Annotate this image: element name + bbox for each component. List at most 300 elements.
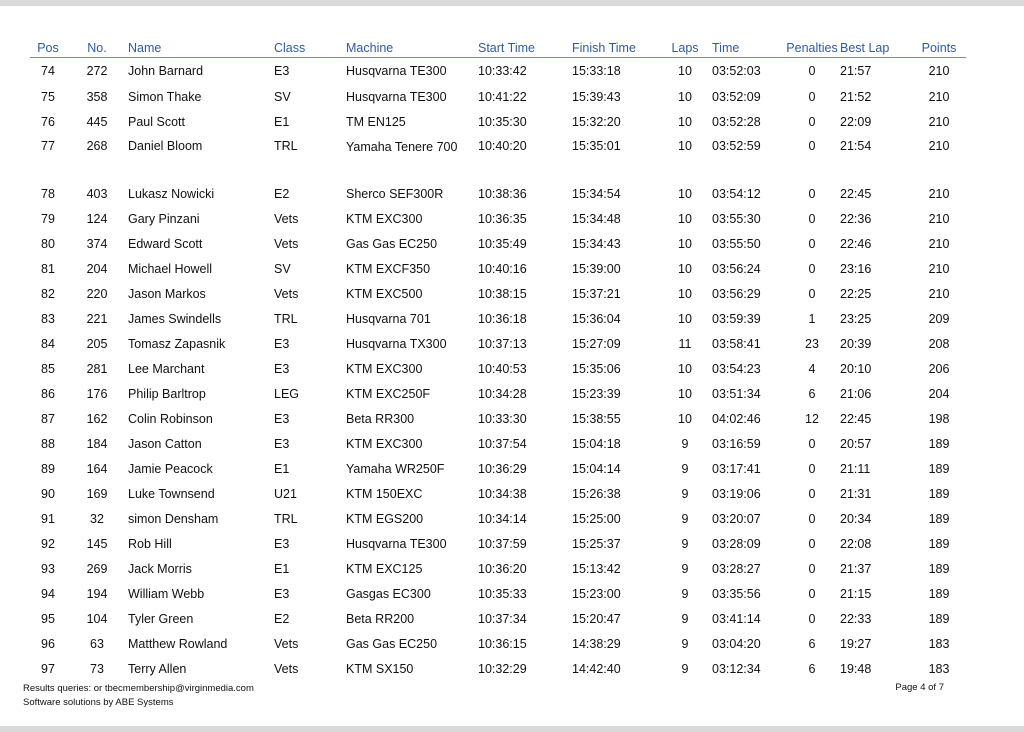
cell-name: Lukasz Nowicki [128,186,215,201]
cell-best-lap: 22:09 [840,114,872,129]
cell-time: 03:28:27 [712,561,761,576]
cell-name: Terry Allen [128,661,187,676]
cell-machine: Gasgas EC300 [346,586,431,601]
cell-time: 04:02:46 [712,411,761,426]
cell-best-lap: 20:34 [840,511,872,526]
cell-start-time: 10:40:16 [478,261,527,276]
cell-finish-time: 14:38:29 [572,636,621,651]
cell-class: SV [274,89,291,104]
cell-start-time: 10:36:29 [478,461,527,476]
cell-points: 189 [928,436,950,451]
col-header-points: Points [912,39,966,58]
cell-best-lap: 21:06 [840,386,872,401]
col-header-finish: Finish Time [572,39,658,58]
cell-penalties: 0 [808,236,816,251]
cell-class: E2 [274,611,290,626]
cell-pos: 93 [41,561,55,576]
cell-no: 124 [86,211,108,226]
cell-no: 176 [86,386,108,401]
cell-time: 03:52:03 [712,64,761,78]
cell-penalties: 6 [808,636,816,651]
cell-penalties: 0 [808,586,816,601]
results-table [30,39,966,681]
cell-class: Vets [274,636,299,651]
cell-time: 03:59:39 [712,311,761,326]
cell-best-lap: 21:31 [840,486,872,501]
cell-finish-time: 15:35:06 [572,361,621,376]
cell-pos: 81 [41,261,55,276]
table-row [30,381,966,406]
cell-best-lap: 20:10 [840,361,872,376]
cell-name: Lee Marchant [128,361,205,376]
cell-no: 194 [86,586,108,601]
cell-penalties: 1 [808,311,816,326]
cell-class: TRL [274,311,298,326]
cell-best-lap: 19:48 [840,661,872,676]
cell-finish-time: 15:04:18 [572,436,621,451]
cell-points: 189 [928,486,950,501]
cell-points: 189 [928,611,950,626]
cell-class: Vets [274,661,299,676]
cell-finish-time: 15:37:21 [572,286,621,301]
cell-machine: TM EN125 [346,114,406,129]
cell-class: E1 [274,561,290,576]
cell-time: 03:04:20 [712,636,761,651]
cell-laps: 10 [678,139,692,153]
table-row [30,206,966,231]
cell-points: 210 [928,114,950,129]
cell-best-lap: 22:46 [840,236,872,251]
cell-class: E3 [274,436,290,451]
cell-class: SV [274,261,291,276]
cell-penalties: 0 [808,486,816,501]
cell-penalties: 6 [808,661,816,676]
cell-name: Daniel Bloom [128,139,203,153]
cell-finish-time: 14:42:40 [572,661,621,676]
cell-class: E3 [274,586,290,601]
cell-laps: 10 [678,211,692,226]
cell-penalties: 0 [808,461,816,476]
cell-pos: 95 [41,611,55,626]
cell-time: 03:51:34 [712,386,761,401]
cell-points: 183 [928,661,950,676]
cell-machine: KTM EXC250F [346,386,431,401]
cell-time: 03:19:06 [712,486,761,501]
cell-class: E1 [274,114,290,129]
cell-best-lap: 21:57 [840,64,872,78]
cell-machine: KTM SX150 [346,661,414,676]
cell-pos: 77 [41,139,55,153]
cell-time: 03:54:23 [712,361,761,376]
cell-no: 403 [86,186,108,201]
table-row [30,256,966,281]
cell-pos: 88 [41,436,55,451]
results-queries-text: Results queries: or tbecmembership@virginmedia.com [23,683,254,694]
cell-no: 184 [86,436,108,451]
cell-finish-time: 15:32:20 [572,114,621,129]
cell-no: 204 [86,261,108,276]
cell-start-time: 10:38:36 [478,186,527,201]
cell-pos: 79 [41,211,55,226]
cell-best-lap: 22:45 [840,186,872,201]
cell-pos: 85 [41,361,55,376]
cell-pos: 80 [41,236,55,251]
cell-laps: 9 [681,461,689,476]
cell-no: 164 [86,461,108,476]
cell-best-lap: 22:08 [840,536,872,551]
cell-start-time: 10:33:30 [478,411,527,426]
cell-machine: KTM 150EXC [346,486,423,501]
cell-pos: 87 [41,411,55,426]
cell-time: 03:58:41 [712,336,761,351]
table-row [30,84,966,109]
col-header-start: Start Time [478,39,572,58]
cell-time: 03:35:56 [712,586,761,601]
cell-best-lap: 23:25 [840,311,872,326]
cell-name: Edward Scott [128,236,203,251]
cell-start-time: 10:32:29 [478,661,527,676]
cell-penalties: 6 [808,386,816,401]
table-row [30,281,966,306]
cell-name: Jason Catton [128,436,202,451]
cell-points: 210 [928,286,950,301]
cell-penalties: 12 [805,411,819,426]
cell-time: 03:12:34 [712,661,761,676]
cell-no: 374 [86,236,108,251]
cell-laps: 9 [681,561,689,576]
cell-penalties: 0 [808,561,816,576]
cell-class: Vets [274,236,299,251]
cell-name: Rob Hill [128,536,172,551]
cell-penalties: 0 [808,511,816,526]
cell-machine: KTM EGS200 [346,511,424,526]
cell-penalties: 0 [808,286,816,301]
cell-finish-time: 15:23:00 [572,586,621,601]
cell-finish-time: 15:34:48 [572,211,621,226]
cell-start-time: 10:34:38 [478,486,527,501]
cell-class: TRL [274,511,298,526]
cell-best-lap: 20:57 [840,436,872,451]
cell-points: 189 [928,586,950,601]
table-row [30,331,966,356]
cell-pos: 97 [41,661,55,676]
cell-time: 03:55:30 [712,211,761,226]
table-row [30,631,966,656]
cell-laps: 10 [678,386,692,401]
table-row [30,606,966,631]
cell-penalties: 0 [808,436,816,451]
table-row [30,406,966,431]
cell-start-time: 10:36:18 [478,311,527,326]
cell-penalties: 0 [808,261,816,276]
cell-pos: 84 [41,336,55,351]
cell-points: 204 [928,386,950,401]
cell-points: 189 [928,536,950,551]
cell-no: 145 [86,536,108,551]
cell-penalties: 0 [808,114,816,129]
cell-finish-time: 15:25:37 [572,536,621,551]
cell-machine: Husqvarna TE300 [346,64,447,78]
cell-no: 269 [86,561,108,576]
cell-laps: 10 [678,361,692,376]
cell-finish-time: 15:34:43 [572,236,621,251]
table-row [30,181,966,206]
cell-time: 03:20:07 [712,511,761,526]
cell-points: 206 [928,361,950,376]
cell-penalties: 23 [805,336,819,351]
table-row [30,231,966,256]
table-row [30,656,966,681]
cell-no: 63 [90,636,104,651]
cell-class: E3 [274,536,290,551]
cell-time: 03:56:29 [712,286,761,301]
cell-start-time: 10:34:14 [478,511,527,526]
cell-laps: 10 [678,236,692,251]
cell-points: 210 [928,139,950,153]
cell-class: E3 [274,411,290,426]
cell-laps: 10 [678,114,692,129]
cell-best-lap: 23:16 [840,261,872,276]
cell-machine: Sherco SEF300R [346,186,444,201]
cell-machine: Husqvarna TX300 [346,336,447,351]
col-header-machine: Machine [346,39,478,58]
cell-best-lap: 21:11 [840,461,871,476]
cell-finish-time: 15:25:00 [572,511,621,526]
cell-penalties: 0 [808,211,816,226]
table-row [30,456,966,481]
cell-machine: Yamaha WR250F [346,461,445,476]
cell-name: Jack Morris [128,561,192,576]
cell-start-time: 10:40:20 [478,139,527,153]
cell-machine: Beta RR300 [346,411,415,426]
cell-laps: 9 [681,636,689,651]
table-row [30,134,966,181]
table-row [30,58,966,85]
cell-points: 210 [928,261,950,276]
cell-machine: KTM EXC300 [346,436,423,451]
cell-pos: 83 [41,311,55,326]
cell-finish-time: 15:39:00 [572,261,621,276]
cell-penalties: 0 [808,536,816,551]
table-row [30,431,966,456]
col-header-class: Class [274,39,346,58]
cell-no: 220 [86,286,108,301]
table-row [30,306,966,331]
cell-no: 272 [86,64,108,78]
cell-name: Jamie Peacock [128,461,213,476]
cell-best-lap: 22:25 [840,286,872,301]
cell-pos: 96 [41,636,55,651]
cell-finish-time: 15:20:47 [572,611,621,626]
cell-best-lap: 19:27 [840,636,872,651]
cell-name: Paul Scott [128,114,185,129]
cell-machine: Beta RR200 [346,611,415,626]
cell-points: 183 [928,636,950,651]
cell-pos: 94 [41,586,55,601]
cell-pos: 89 [41,461,55,476]
cell-laps: 9 [681,436,689,451]
cell-points: 189 [928,461,950,476]
cell-class: U21 [274,486,297,501]
cell-machine: KTM EXC300 [346,211,423,226]
cell-penalties: 0 [808,611,816,626]
cell-pos: 76 [41,114,55,129]
cell-class: E3 [274,64,290,78]
cell-no: 32 [90,511,104,526]
cell-laps: 11 [678,336,692,351]
cell-start-time: 10:37:34 [478,611,527,626]
cell-class: E3 [274,336,290,351]
cell-best-lap: 22:45 [840,411,872,426]
cell-name: Simon Thake [128,89,202,104]
cell-name: Jason Markos [128,286,206,301]
cell-time: 03:52:28 [712,114,761,129]
cell-points: 210 [928,64,950,78]
cell-time: 03:54:12 [712,186,761,201]
cell-name: Michael Howell [128,261,213,276]
cell-laps: 10 [678,286,692,301]
cell-penalties: 0 [808,64,816,78]
cell-points: 210 [928,186,950,201]
cell-laps: 10 [678,261,692,276]
cell-class: E2 [274,186,290,201]
cell-points: 210 [928,89,950,104]
page-number: Page 4 of 7 [895,682,944,693]
cell-no: 268 [86,139,108,153]
cell-laps: 9 [681,586,689,601]
software-credit-text: Software solutions by ABE Systems [23,697,174,708]
cell-pos: 74 [41,64,55,78]
cell-time: 03:16:59 [712,436,761,451]
cell-pos: 92 [41,536,55,551]
cell-finish-time: 15:04:14 [572,461,621,476]
col-header-time: Time [712,39,784,58]
cell-name: Philip Barltrop [128,386,206,401]
cell-finish-time: 15:27:09 [572,336,621,351]
cell-pos: 90 [41,486,55,501]
table-row [30,506,966,531]
cell-start-time: 10:38:15 [478,286,527,301]
cell-name: simon Densham [128,511,219,526]
cell-class: TRL [274,139,298,153]
cell-penalties: 0 [808,89,816,104]
cell-start-time: 10:33:42 [478,64,527,78]
table-row [30,531,966,556]
cell-machine: Husqvarna TE300 [346,536,447,551]
table-row [30,556,966,581]
col-header-no: No. [66,39,128,58]
cell-time: 03:28:09 [712,536,761,551]
cell-no: 205 [86,336,108,351]
cell-laps: 10 [678,411,692,426]
cell-points: 210 [928,236,950,251]
cell-time: 03:52:09 [712,89,761,104]
cell-start-time: 10:37:13 [478,336,527,351]
cell-laps: 9 [681,511,689,526]
col-header-laps: Laps [658,39,712,58]
col-header-name: Name [128,39,274,58]
cell-name: Colin Robinson [128,411,213,426]
cell-pos: 82 [41,286,55,301]
cell-finish-time: 15:23:39 [572,386,621,401]
cell-laps: 10 [678,311,692,326]
cell-laps: 9 [681,661,689,676]
cell-no: 169 [86,486,108,501]
cell-laps: 10 [678,89,692,104]
cell-start-time: 10:37:59 [478,536,527,551]
cell-no: 104 [86,611,108,626]
cell-start-time: 10:35:33 [478,586,527,601]
cell-points: 210 [928,211,950,226]
cell-points: 189 [928,561,950,576]
col-header-best-lap: Best Lap [840,39,912,58]
cell-name: Tyler Green [128,611,194,626]
cell-start-time: 10:36:20 [478,561,527,576]
cell-name: Gary Pinzani [128,211,200,226]
cell-start-time: 10:36:35 [478,211,527,226]
cell-finish-time: 15:36:04 [572,311,621,326]
cell-best-lap: 22:33 [840,611,872,626]
results-page [0,6,1024,726]
cell-pos: 91 [41,511,55,526]
cell-class: Vets [274,286,299,301]
cell-name: William Webb [128,586,205,601]
cell-best-lap: 21:37 [840,561,872,576]
cell-machine: KTM EXC300 [346,361,423,376]
cell-time: 03:52:59 [712,139,761,153]
cell-points: 208 [928,336,950,351]
col-header-pos: Pos [30,39,66,58]
cell-pos: 75 [41,89,55,104]
cell-start-time: 10:35:49 [478,236,527,251]
cell-name: James Swindells [128,311,222,326]
cell-time: 03:56:24 [712,261,761,276]
cell-start-time: 10:40:53 [478,361,527,376]
cell-finish-time: 15:34:54 [572,186,621,201]
cell-start-time: 10:37:54 [478,436,527,451]
table-row [30,481,966,506]
table-row [30,356,966,381]
cell-finish-time: 15:26:38 [572,486,621,501]
cell-no: 358 [86,89,108,104]
cell-points: 209 [928,311,950,326]
cell-no: 221 [86,311,108,326]
cell-penalties: 0 [808,186,816,201]
cell-laps: 10 [678,64,692,78]
cell-time: 03:41:14 [712,611,761,626]
cell-laps: 9 [681,486,689,501]
cell-no: 445 [86,114,108,129]
cell-machine: Husqvarna TE300 [346,89,447,104]
cell-machine: KTM EXC125 [346,561,423,576]
cell-points: 189 [928,511,950,526]
cell-machine: Gas Gas EC250 [346,236,438,251]
cell-laps: 9 [681,536,689,551]
cell-class: Vets [274,211,299,226]
cell-start-time: 10:34:28 [478,386,527,401]
cell-name: Matthew Rowland [128,636,228,651]
cell-finish-time: 15:33:18 [572,64,621,78]
cell-machine: KTM EXCF350 [346,261,431,276]
cell-best-lap: 21:15 [840,586,872,601]
cell-no: 162 [86,411,108,426]
table-body [30,58,966,682]
cell-class: E1 [274,461,290,476]
table-header [30,39,966,58]
cell-pos: 78 [41,186,55,201]
col-header-penalties: Penalties [784,39,840,58]
cell-class: E3 [274,361,290,376]
